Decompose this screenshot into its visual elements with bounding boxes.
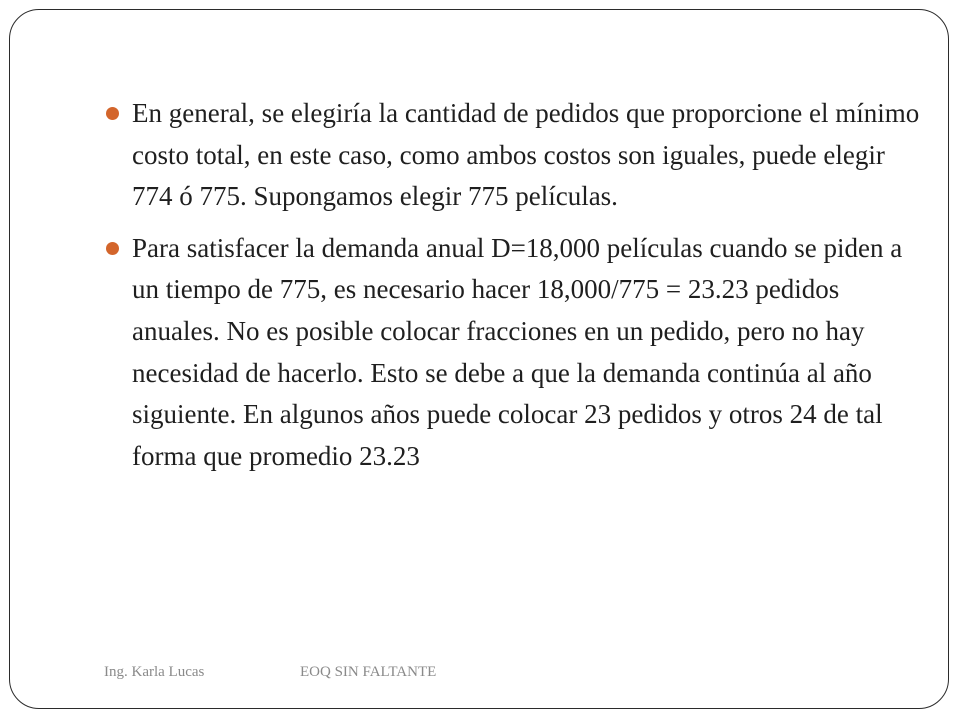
slide-content xyxy=(104,93,924,487)
bullet-list xyxy=(104,93,924,477)
bullet-dot-icon xyxy=(106,242,119,255)
bullet-dot-icon xyxy=(106,107,119,120)
bullet-item xyxy=(104,228,924,478)
footer-author: Ing. Karla Lucas xyxy=(104,664,205,680)
bullet-text: Para satisfacer la demanda anual D=18,000 películas cuando se piden a un tiempo de 775, es necesario hacer 18,000/775 = 23.23 pedidos anuales. No es posible colocar fracciones en un pedido, pero no hay necesidad de hacerlo. Esto se debe a que la demanda continúa al año siguiente. En algunos años puede colocar 23 pedidos y otros 24 de tal forma que promedio 23.23 xyxy=(132,232,903,471)
bullet-text: En general, se elegiría la cantidad de pedidos que proporcione el mínimo costo total, en este caso, como ambos costos son iguales, puede elegir 774 ó 775. Supongamos elegir 775 películas. xyxy=(132,98,920,212)
footer-title: EOQ SIN FALTANTE xyxy=(300,664,437,680)
bullet-item xyxy=(104,93,924,218)
